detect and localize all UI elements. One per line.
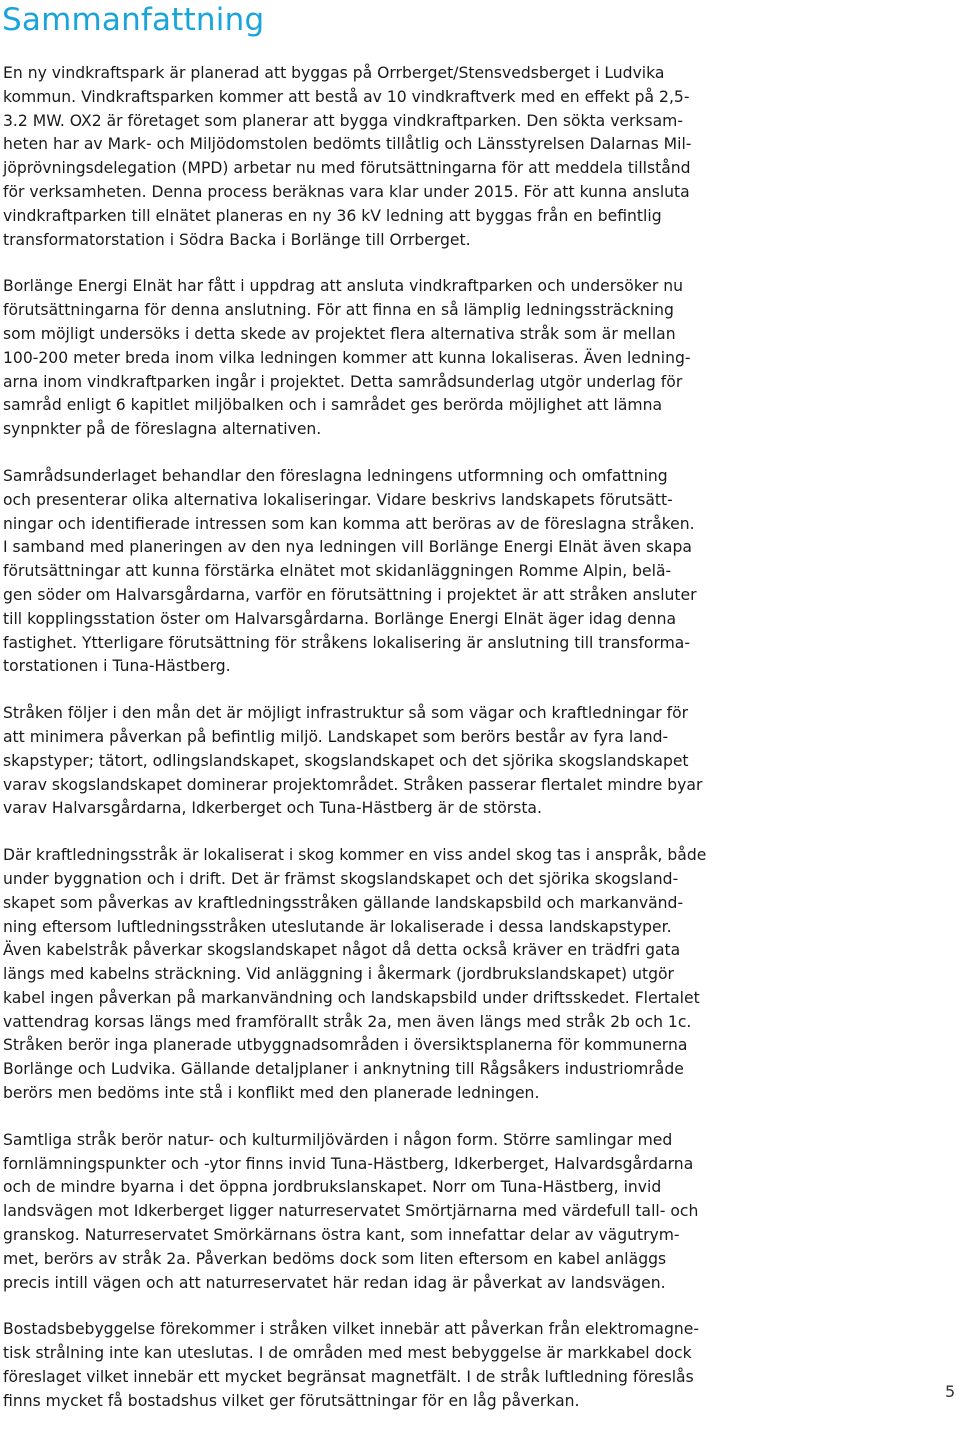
text-line: jöprövningsdelegation (MPD) arbetar nu med förutsättningarna för att meddela tillstånd — [3, 159, 691, 178]
text-line: skapet som påverkas av kraftledningsstråken gällande landskapsbild och markanvänd- — [3, 893, 684, 912]
text-line: och presenterar olika alternativa lokaliseringar. Vidare beskrivs landskapets förutsätt- — [3, 490, 673, 509]
text-line: met, berörs av stråk 2a. Påverkan bedöms dock som liten eftersom en kabel anläggs — [3, 1249, 667, 1268]
text-line: som möjligt undersöks i detta skede av projektet flera alternativa stråk som är mellan — [3, 324, 676, 343]
text-line: Samrådsunderlaget behandlar den föreslagna ledningens utformning och omfattning — [3, 466, 668, 485]
text-line: tisk strålning inte kan uteslutas. I de områden med mest bebyggelse är markkabel dock — [3, 1344, 692, 1363]
text-line: och de mindre byarna i det öppna jordbrukslanskapet. Norr om Tuna-Hästberg, invid — [3, 1178, 662, 1197]
text-line: varav Halvarsgårdarna, Idkerberget och Tuna-Hästberg är de största. — [3, 799, 542, 818]
page-title: Sammanfattning — [2, 2, 265, 38]
text-line: till kopplingsstation öster om Halvarsgårdarna. Borlänge Energi Elnät äger idag denna — [3, 609, 677, 628]
text-line: kommun. Vindkraftsparken kommer att bestå av 10 vindkraftverk med en effekt på 2,5- — [3, 87, 690, 106]
text-line: Stråken följer i den mån det är möjligt infrastruktur så som vägar och kraftledningar för — [3, 704, 689, 723]
text-line: En ny vindkraftspark är planerad att byggas på Orrberget/Stensvedsberget i Ludvika — [3, 64, 665, 82]
paragraph — [3, 1318, 788, 1413]
paragraph — [3, 1129, 788, 1296]
text-line: precis intill vägen och att naturreservatet här redan idag är påverkat av landsvägen. — [3, 1273, 666, 1292]
text-line: för verksamheten. Denna process beräknas vara klar under 2015. För att kunna ansluta — [3, 182, 690, 201]
text-line: under byggnation och i drift. Det är främst skogslandskapet och det sjörika skogsland- — [3, 869, 679, 888]
text-line: finns mycket få bostadshus vilket ger förutsättningar för en låg påverkan. — [3, 1391, 580, 1410]
page-number: 5 — [945, 1382, 956, 1401]
text-line: Även kabelstråk påverkar skogslandskapet något då detta också kräver en trädfri gata — [3, 941, 681, 960]
text-line: förutsättningarna för denna anslutning. För att finna en så lämplig ledningssträckning — [3, 301, 674, 320]
paragraph — [3, 465, 788, 679]
text-line: I samband med planeringen av den nya ledningen vill Borlänge Energi Elnät även skapa — [3, 538, 692, 557]
text-line: skapstyper; tätort, odlingslandskapet, skogslandskapet och det sjörika skogslandskapet — [3, 751, 689, 770]
text-line: ning eftersom luftledningsstråken uteslutande är lokaliserade i dessa landskapstyper. — [3, 917, 672, 936]
text-line: Där kraftledningsstråk är lokaliserat i skog kommer en viss andel skog tas i anspråk, både — [3, 846, 707, 865]
text-line: transformatorstation i Södra Backa i Borlänge till Orrberget. — [3, 230, 471, 249]
text-line: föreslaget vilket innebär ett mycket begränsat magnetfält. I de stråk luftledning föreslås — [3, 1368, 694, 1387]
text-line: Borlänge och Ludvika. Gällande detaljplaner i anknytning till Rågsåkers industriområde — [3, 1060, 684, 1079]
paragraph — [3, 844, 788, 1106]
text-line: landsvägen mot Idkerberget ligger naturreservatet Smörtjärnarna med värdefull tall- och — [3, 1202, 699, 1221]
text-line: varav skogslandskapet dominerar projektområdet. Stråken passerar flertalet mindre byar — [3, 775, 703, 794]
text-line: Samtliga stråk berör natur- och kulturmiljövärden i någon form. Större samlingar med — [3, 1130, 673, 1149]
text-line: fastighet. Ytterligare förutsättning för stråkens lokalisering är anslutning till transforma- — [3, 633, 690, 652]
text-line: att minimera påverkan på befintlig miljö. Landskapet som berörs består av fyra land- — [3, 727, 669, 746]
body-text — [3, 62, 788, 1437]
text-line: Borlänge Energi Elnät har fått i uppdrag att ansluta vindkraftparken och undersöker nu — [3, 277, 684, 296]
text-line: Bostadsbebyggelse förekommer i stråken vilket innebär att påverkan från elektromagne- — [3, 1320, 699, 1339]
text-line: Stråken berör inga planerade utbyggnadsområden i översiktsplanerna för kommunerna — [3, 1036, 688, 1055]
text-line: samråd enligt 6 kapitlet miljöbalken och i samrådet ges berörda möjlighet att lämna — [3, 396, 663, 415]
text-line: gen söder om Halvarsgårdarna, varför en förutsättning i projektet är att stråken ansluter — [3, 585, 697, 604]
text-line: berörs men bedöms inte stå i konflikt med den planerade ledningen. — [3, 1084, 540, 1103]
text-line: arna inom vindkraftparken ingår i projektet. Detta samrådsunderlag utgör underlag för — [3, 372, 683, 391]
text-line: synpnkter på de föreslagna alternativen. — [3, 420, 322, 439]
text-line: vattendrag korsas längs med framförallt stråk 2a, men även längs med stråk 2b och 1c. — [3, 1012, 692, 1031]
paragraph — [3, 62, 788, 252]
text-line: längs med kabelns sträckning. Vid anläggning i åkermark (jordbrukslandskapet) utgör — [3, 965, 674, 984]
paragraph — [3, 702, 788, 821]
paragraph — [3, 275, 788, 442]
text-line: ningar och identifierade intressen som kan komma att beröras av de föreslagna stråken. — [3, 514, 695, 533]
text-line: torstationen i Tuna-Hästberg. — [3, 657, 231, 676]
text-line: kabel ingen påverkan på markanvändning och landskapsbild under driftsskedet. Flertalet — [3, 988, 700, 1007]
text-line: vindkraftparken till elnätet planeras en ny 36 kV ledning att byggas från en befintlig — [3, 206, 662, 225]
text-line: 100-200 meter breda inom vilka ledningen kommer att kunna lokaliseras. Även ledning- — [3, 348, 691, 367]
text-line: heten har av Mark- och Miljödomstolen bedömts tillåtlig och Länsstyrelsen Dalarnas Mil- — [3, 135, 692, 154]
text-line: förutsättningar att kunna förstärka elnätet mot skidanläggningen Romme Alpin, belä- — [3, 562, 672, 581]
text-line: fornlämningspunkter och -ytor finns invid Tuna-Hästberg, Idkerberget, Halvardsgårdarna — [3, 1154, 694, 1173]
text-line: 3.2 MW. OX2 är företaget som planerar att bygga vindkraftparken. Den sökta verksam- — [3, 111, 683, 130]
text-line: granskog. Naturreservatet Smörkärnans östra kant, som innefattar delar av vägutrym- — [3, 1226, 680, 1245]
